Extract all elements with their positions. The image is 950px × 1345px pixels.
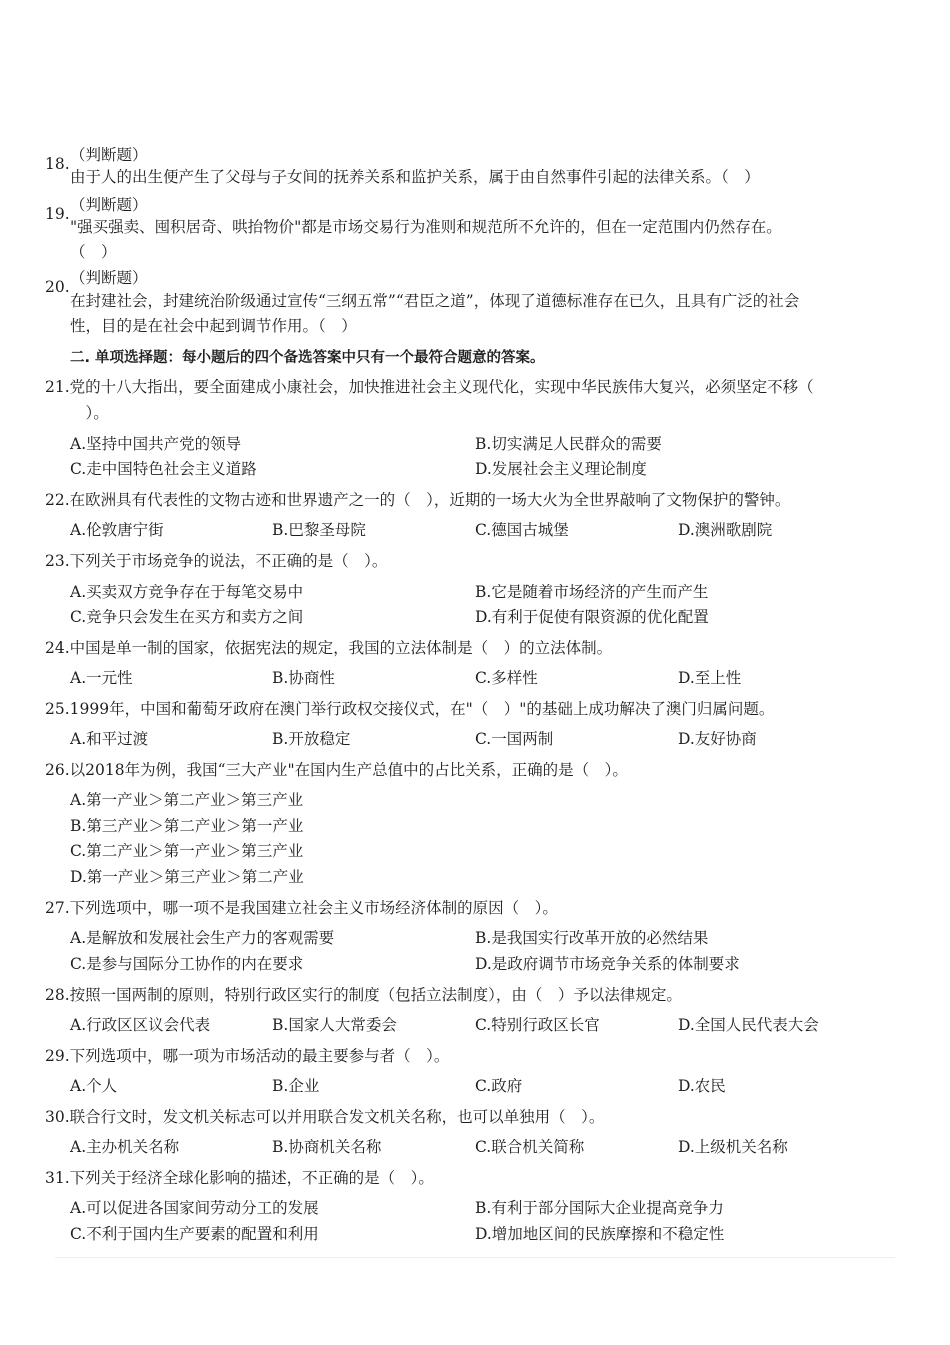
q28-stem: 28.按照一国两制的原则，特别行政区实行的制度（包括立法制度），由（ ）予以法律规定。 [45, 986, 682, 1004]
q20-text: 在封建社会，封建统治阶级通过宣传“三纲五常”“君臣之道”，体现了道德标准存在已久，且具有广泛的社会 [70, 292, 800, 310]
q31-option-d[interactable]: D.增加地区间的民族摩擦和不稳定性 [475, 1225, 725, 1243]
q27-option-b[interactable]: B.是我国实行改革开放的必然结果 [475, 929, 709, 947]
q29-option-b[interactable]: B.企业 [272, 1077, 320, 1095]
q25-stem: 25.1999年，中国和葡萄牙政府在澳门举行政权交接仪式，在"（ ）"的基础上成功解决了澳门归属问题。 [45, 700, 775, 718]
q23-option-c[interactable]: C.竞争只会发生在买方和卖方之间 [70, 608, 304, 626]
q26-option-a[interactable]: A.第一产业＞第二产业＞第三产业 [70, 791, 304, 809]
q25-option-c[interactable]: C.一国两制 [475, 730, 554, 748]
q26-option-c[interactable]: C.第二产业＞第一产业＞第三产业 [70, 842, 304, 860]
q24-option-a[interactable]: A.一元性 [70, 669, 133, 687]
q19-text: "强买强卖、囤积居奇、哄抬物价"都是市场交易行为准则和规范所不允许的，但在一定范围内仍然存在。 [70, 218, 782, 236]
page-bottom-divider [55, 1257, 895, 1258]
q22-stem: 22.在欧洲具有代表性的文物古迹和世界遗产之一的（ ），近期的一场大火为全世界敲响了文物保护的警钟。 [45, 491, 791, 509]
q21-stem: 21.党的十八大指出，要全面建成小康社会，加快推进社会主义现代化，实现中华民族伟大复兴，必须坚定不移（ [45, 378, 814, 396]
q21-option-c[interactable]: C.走中国特色社会主义道路 [70, 460, 257, 478]
q19-type: （判断题） [70, 196, 148, 214]
q18-text: 由于人的出生便产生了父母与子女间的抚养关系和监护关系，属于由自然事件引起的法律关系。（ ） [70, 168, 760, 186]
q30-option-a[interactable]: A.主办机关名称 [70, 1138, 180, 1156]
q21-option-a[interactable]: A.坚持中国共产党的领导 [70, 435, 242, 453]
q26-stem: 26.以2018年为例，我国“三大产业"在国内生产总值中的占比关系，正确的是（ ）。 [45, 761, 628, 779]
q28-option-d[interactable]: D.全国人民代表大会 [678, 1016, 819, 1034]
q31-option-a[interactable]: A.可以促进各国家间劳动分工的发展 [70, 1199, 319, 1217]
q28-option-a[interactable]: A.行政区区议会代表 [70, 1016, 211, 1034]
q20-text-2: 性，目的是在社会中起到调节作用。（ ） [70, 317, 357, 335]
q20-type: （判断题） [70, 269, 148, 287]
q26-option-d[interactable]: D.第一产业＞第三产业＞第二产业 [70, 868, 304, 886]
q25-option-d[interactable]: D.友好协商 [678, 730, 757, 748]
q25-option-b[interactable]: B.开放稳定 [272, 730, 351, 748]
q27-option-d[interactable]: D.是政府调节市场竞争关系的体制要求 [475, 955, 740, 973]
q22-option-c[interactable]: C.德国古城堡 [475, 521, 569, 539]
q22-option-b[interactable]: B.巴黎圣母院 [272, 521, 366, 539]
q28-option-c[interactable]: C.特别行政区长官 [475, 1016, 600, 1034]
q23-option-a[interactable]: A.买卖双方竞争存在于每笔交易中 [70, 583, 304, 601]
q30-option-c[interactable]: C.联合机关简称 [475, 1138, 585, 1156]
q30-option-b[interactable]: B.协商机关名称 [272, 1138, 382, 1156]
q24-stem: 24.中国是单一制的国家，依据宪法的规定，我国的立法体制是（ ）的立法体制。 [45, 639, 613, 657]
q20-number: 20. [45, 278, 70, 296]
q27-option-c[interactable]: C.是参与国际分工协作的内在要求 [70, 955, 304, 973]
q29-option-c[interactable]: C.政府 [475, 1077, 523, 1095]
q19-number: 19. [45, 205, 70, 223]
q29-option-a[interactable]: A.个人 [70, 1077, 118, 1095]
q25-option-a[interactable]: A.和平过渡 [70, 730, 149, 748]
q23-option-b[interactable]: B.它是随着市场经济的产生而产生 [475, 583, 709, 601]
q27-stem: 27.下列选项中，哪一项不是我国建立社会主义市场经济体制的原因（ ）。 [45, 899, 558, 917]
q21-option-d[interactable]: D.发展社会主义理论制度 [475, 460, 647, 478]
q24-option-c[interactable]: C.多样性 [475, 669, 538, 687]
q22-option-a[interactable]: A.伦敦唐宁街 [70, 521, 164, 539]
q27-option-a[interactable]: A.是解放和发展社会生产力的客观需要 [70, 929, 335, 947]
q19-text-2: （ ） [70, 243, 117, 261]
q31-stem: 31.下列关于经济全球化影响的描述，不正确的是（ ）。 [45, 1169, 434, 1187]
q18-type: （判断题） [70, 146, 148, 164]
q24-option-d[interactable]: D.至上性 [678, 669, 742, 687]
q24-option-b[interactable]: B.协商性 [272, 669, 335, 687]
q29-stem: 29.下列选项中，哪一项为市场活动的最主要参与者（ ）。 [45, 1047, 450, 1065]
q21-option-b[interactable]: B.切实满足人民群众的需要 [475, 435, 662, 453]
q21-stem-2: ）。 [70, 404, 109, 422]
q22-option-d[interactable]: D.澳洲歌剧院 [678, 521, 773, 539]
q31-option-c[interactable]: C.不利于国内生产要素的配置和利用 [70, 1225, 319, 1243]
q29-option-d[interactable]: D.农民 [678, 1077, 726, 1095]
q23-option-d[interactable]: D.有利于促使有限资源的优化配置 [475, 608, 709, 626]
q23-stem: 23.下列关于市场竞争的说法，不正确的是（ ）。 [45, 552, 388, 570]
q28-option-b[interactable]: B.国家人大常委会 [272, 1016, 397, 1034]
q31-option-b[interactable]: B.有利于部分国际大企业提高竞争力 [475, 1199, 724, 1217]
q18-number: 18. [45, 155, 70, 173]
q30-stem: 30.联合行文时，发文机关标志可以并用联合发文机关名称，也可以单独用（ ）。 [45, 1108, 605, 1126]
q30-option-d[interactable]: D.上级机关名称 [678, 1138, 788, 1156]
section-title: 二. 单项选择题：每小题后的四个备选答案中只有一个最符合题意的答案。 [70, 350, 545, 366]
q26-option-b[interactable]: B.第三产业＞第二产业＞第一产业 [70, 817, 304, 835]
